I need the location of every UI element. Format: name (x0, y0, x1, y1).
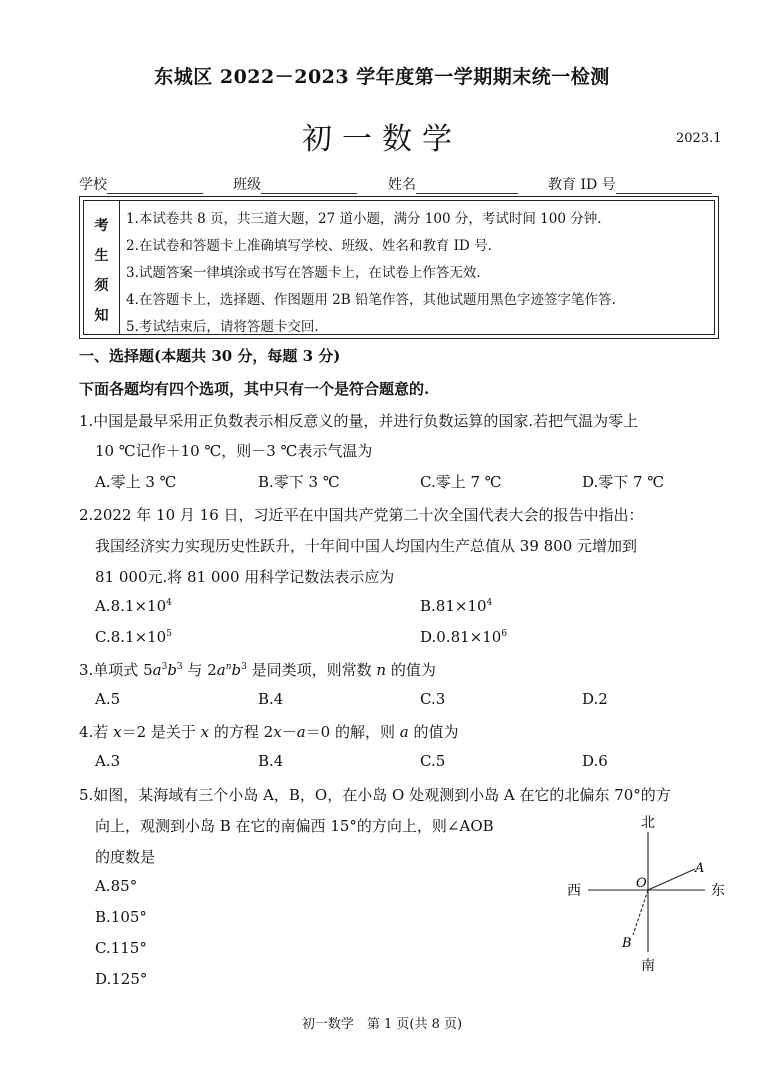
q3-option-b: B.4 (258, 690, 284, 708)
notice-item: 5.考试结束后，请将答题卡交回. (126, 319, 319, 335)
notice-item: 2.在试卷和答题卡上准确填写学校、班级、姓名和教育 ID 号. (126, 238, 492, 254)
point-b-label: B (622, 936, 632, 951)
q4-var-a: a (399, 723, 409, 741)
q4-text: 4.若 (79, 723, 114, 741)
q3-prefix: 3.单项式 5 (79, 661, 153, 679)
q3-exp: 3 (161, 662, 168, 672)
school-blank (107, 179, 203, 194)
q3-exp: 3 (176, 662, 183, 672)
q1-option-a: A.零上 3 ℃ (95, 473, 177, 491)
q4-text: ＝0 的解，则 (305, 723, 400, 741)
q2-option-c (95, 628, 172, 646)
notice-inner-frame (83, 200, 715, 335)
class-blank (261, 179, 357, 194)
q4-var-x: x (113, 723, 122, 741)
west-label: 西 (567, 883, 581, 899)
exam-date: 2023.1 (676, 131, 722, 146)
edu-id-blank (616, 179, 712, 194)
q2-option-b-base: B.81×10 (420, 597, 487, 615)
q3-end: 的值为 (386, 661, 436, 679)
q4-var-a: a (296, 723, 306, 741)
q2-option-d-exp: 6 (501, 629, 508, 639)
q5-line2: 向上，观测到小岛 B 在它的南偏西 15°的方向上，则∠AOB (95, 817, 494, 835)
q3-option-a: A.5 (95, 690, 121, 708)
notice-heading-char: 生 (94, 248, 109, 264)
q4-var-x: x (200, 723, 210, 741)
q3-stem (79, 659, 436, 680)
south-label: 南 (641, 958, 655, 974)
exam-title: 东城区 2022－2023 学年度第一学期期末统一检测 (154, 66, 610, 88)
q2-option-b (420, 597, 492, 615)
q1-line1: 1.中国是最早采用正负数表示相反意义的量，并进行负数运算的国家.若把气温为零上 (79, 412, 639, 430)
q1-option-b: B.零下 3 ℃ (258, 473, 340, 491)
q3-option-d: D.2 (582, 690, 608, 708)
notice-heading-char: 考 (94, 218, 109, 234)
q1-line2: 10 ℃记作＋10 ℃，则－3 ℃表示气温为 (95, 442, 373, 460)
q3-var-a: a (216, 661, 226, 679)
point-a-label: A (695, 861, 705, 876)
north-label: 北 (641, 815, 655, 831)
q4-var-x: x (273, 723, 282, 741)
q2-option-b-exp: 4 (486, 598, 493, 608)
q3-mid: 与 2 (182, 661, 217, 679)
edu-id-label: 教育 ID 号 (548, 177, 616, 193)
section-description: 下面各题均有四个选项，其中只有一个是符合题意的. (79, 380, 430, 398)
ray-oa (648, 869, 695, 890)
class-label: 班级 (233, 177, 261, 193)
q3-var-b: b (167, 661, 177, 679)
name-label: 姓名 (388, 177, 416, 193)
q1-option-c: C.零上 7 ℃ (420, 473, 502, 491)
q4-option-a: A.3 (95, 752, 121, 770)
page-footer: 初一数学 第 1 页(共 8 页) (301, 1017, 463, 1032)
q1-option-d: D.零下 7 ℃ (582, 473, 665, 491)
q4-option-b: B.4 (258, 752, 284, 770)
q2-option-a (95, 597, 172, 615)
q4-text: 的方程 2 (209, 723, 274, 741)
q3-var-n: n (225, 662, 232, 672)
name-field (388, 174, 518, 194)
class-field (233, 174, 357, 194)
q4-stem (79, 721, 458, 742)
notice-heading-char: 知 (94, 308, 109, 324)
compass-diagram (555, 810, 745, 980)
q3-suffix: 是同类项，则常数 (246, 661, 377, 679)
school-field (79, 174, 203, 194)
q4-text: 的值为 (408, 723, 459, 741)
east-label: 东 (711, 883, 725, 899)
school-label: 学校 (79, 177, 107, 193)
q3-var-n: n (376, 661, 387, 679)
q5-option-d: D.125° (95, 970, 148, 988)
q4-option-c: C.5 (420, 752, 446, 770)
q2-option-d-base: D.0.81×10 (420, 628, 502, 646)
notice-heading-char: 须 (94, 278, 109, 294)
q2-option-c-exp: 5 (166, 629, 172, 639)
subject-title: 初一数学 (302, 122, 462, 157)
point-o-label: O (636, 876, 647, 891)
edu-id-field (548, 174, 712, 194)
q2-line1: 2.2022 年 10 月 16 日，习近平在中国共产党第二十次全国代表大会的报告中指出： (79, 506, 644, 524)
ray-ob (633, 890, 648, 935)
q5-option-a: A.85° (95, 877, 138, 895)
notice-item: 3.试题答案一律填涂或书写在答题卡上，在试卷上作答无效. (126, 265, 481, 281)
q2-option-a-exp: 4 (166, 598, 172, 608)
q2-option-a-base: A.8.1×10 (95, 597, 167, 615)
q2-option-c-base: C.8.1×10 (95, 628, 167, 646)
q5-line1: 5.如图，某海域有三个小岛 A，B，O，在小岛 O 处观测到小岛 A 在它的北偏东 70°的方 (79, 786, 671, 804)
q3-exp: 3 (241, 662, 247, 672)
q2-line2: 我国经济实力实现历史性跃升，十年间中国人均国内生产总值从 39 800 元增加到 (95, 537, 638, 555)
section-title: 一、选择题(本题共 30 分，每题 3 分) (79, 347, 341, 365)
notice-heading (84, 201, 120, 334)
notice-box (79, 196, 719, 339)
q4-option-d: D.6 (582, 752, 608, 770)
q5-option-b: B.105° (95, 908, 147, 926)
q2-option-d (420, 628, 507, 646)
notice-item: 4.在答题卡上，选择题、作图题用 2B 铅笔作答，其他试题用黑色字迹签字笔作答. (126, 292, 616, 308)
q3-var-b: b (231, 661, 242, 679)
q4-text: － (281, 723, 297, 741)
q3-var-a: a (152, 661, 162, 679)
q2-line3: 81 000元.将 81 000 用科学记数法表示应为 (95, 568, 395, 586)
q5-line3: 的度数是 (95, 848, 156, 866)
q3-option-c: C.3 (420, 690, 446, 708)
name-blank (416, 179, 518, 194)
notice-item: 1.本试卷共 8 页，共三道大题，27 道小题，满分 100 分，考试时间 100 分钟. (126, 211, 602, 227)
q4-text: ＝2 是关于 (121, 723, 201, 741)
q5-option-c: C.115° (95, 939, 147, 957)
